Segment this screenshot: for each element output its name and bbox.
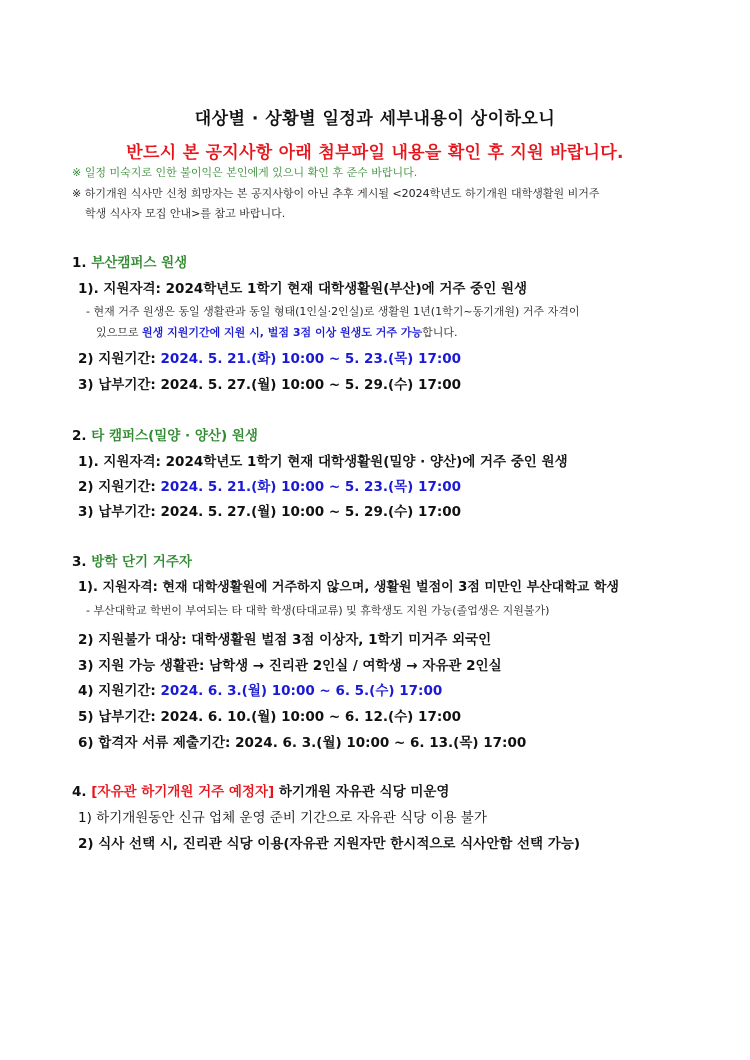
section-1-title: 1. 부산캠퍼스 원생 (72, 255, 188, 271)
s3-eligibility: 1). 지원자격: 현재 대학생활원에 거주하지 않으며, 생활원 벌점이 3점 미만인 부산대학교 학생 (78, 580, 619, 595)
section-4-title: 4. [자유관 하기개원 거주 예정자] 하기개원 자유관 식당 미운영 (72, 784, 450, 800)
s3-application-period: 4) 지원기간: 2024. 6. 3.(월) 10:00 ~ 6. 5.(수) 17:00 (78, 683, 443, 699)
section-2-title: 2. 타 캠퍼스(밀양 · 양산) 원생 (72, 428, 258, 444)
s2-application-period: 2) 지원기간: 2024. 5. 21.(화) 10:00 ~ 5. 23.(목) 17:00 (78, 479, 462, 495)
s1-payment-period: 3) 납부기간: 2024. 5. 27.(월) 10:00 ~ 5. 29.(수) 17:00 (78, 377, 462, 393)
meal-only-notice (72, 184, 600, 224)
s2-eligibility: 1). 지원자격: 2024학년도 1학기 현재 대학생활원(밀양 · 양산)에 거주 중인 원생 (78, 454, 568, 470)
notice-heading: 대상별 · 상황별 일정과 세부내용이 상이하오니 (194, 109, 556, 129)
meal-only-notice-line2: 학생 식사자 모집 안내>를 참고 바랍니다. (85, 207, 286, 220)
s4-item-2: 2) 식사 선택 시, 진리관 식당 이용(자유관 지원자만 한시적으로 식사안함 선택 가능) (78, 836, 581, 852)
s3-eligibility-note: - 부산대학교 학번이 부여되는 타 대학 학생(타대교류) 및 휴학생도 지원 가능(졸업생은 지원불가) (86, 604, 550, 617)
s3-payment-period: 5) 납부기간: 2024. 6. 10.(월) 10:00 ~ 6. 12.(수) 17:00 (78, 709, 462, 725)
notice-warning-heading: 반드시 본 공지사항 아래 첨부파일 내용을 확인 후 지원 바랍니다. (126, 143, 624, 163)
schedule-notice: ※ 일정 미숙지로 인한 불이익은 본인에게 있으니 확인 후 준수 바랍니다. (72, 166, 418, 179)
section-3-title: 3. 방학 단기 거주자 (72, 554, 192, 570)
s4-item-1: 1) 하기개원동안 신규 업체 운영 준비 기간으로 자유관 식당 이용 불가 (78, 810, 487, 826)
s1-eligibility-note-2: 있으므로 원생 지원기간에 지원 시, 벌점 3점 이상 원생도 거주 가능합니다. (96, 326, 458, 339)
s3-ineligible: 2) 지원불가 대상: 대학생활원 벌점 3점 이상자, 1학기 미거주 외국인 (78, 632, 492, 648)
s1-eligibility-note-1: - 현재 거주 원생은 동일 생활관과 동일 형태(1인실·2인실)로 생활원 1년(1학기~동기개원) 거주 자격이 (86, 305, 580, 318)
s2-payment-period: 3) 납부기간: 2024. 5. 27.(월) 10:00 ~ 5. 29.(수) 17:00 (78, 504, 462, 520)
s3-document-period: 6) 합격자 서류 제출기간: 2024. 6. 3.(월) 10:00 ~ 6. 13.(목) 17:00 (78, 735, 527, 751)
s3-available-halls: 3) 지원 가능 생활관: 남학생 → 진리관 2인실 / 여학생 → 자유관 2인실 (78, 658, 502, 674)
meal-only-notice-line1: ※ 하기개원 식사만 신청 희망자는 본 공지사항이 아닌 추후 게시될 <2024학년도 하기개원 대학생활원 비거주 (72, 187, 600, 200)
s1-application-period: 2) 지원기간: 2024. 5. 21.(화) 10:00 ~ 5. 23.(목) 17:00 (78, 351, 462, 367)
s1-eligibility: 1). 지원자격: 2024학년도 1학기 현재 대학생활원(부산)에 거주 중인 원생 (78, 281, 528, 297)
